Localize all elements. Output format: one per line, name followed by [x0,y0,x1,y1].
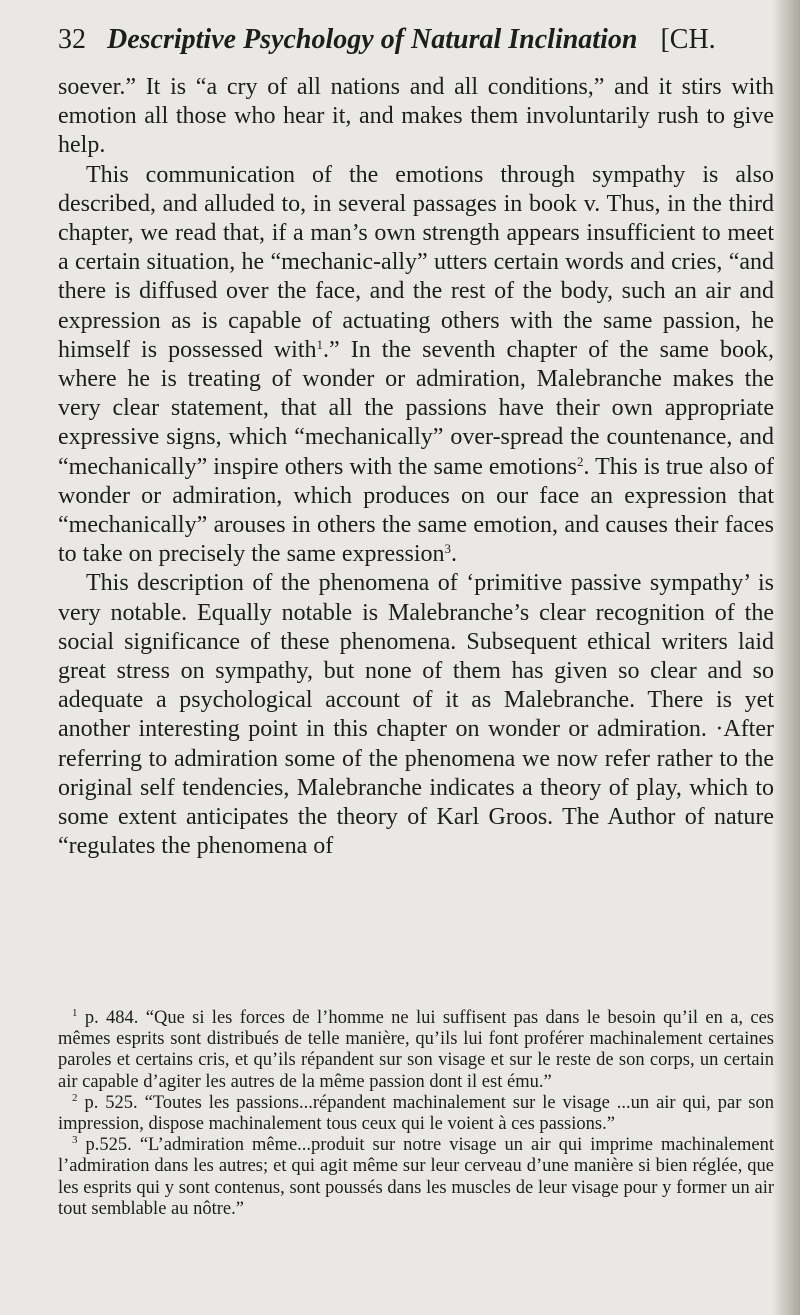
chapter-mark: [CH. [660,24,716,55]
footnote-mark: 1 [72,1007,78,1019]
paragraph-text: This description of the phenomena of ‘primitive passive sympathy’ is very notable. Equally notable is Malebranche’s clear recognition of the social significance of these phenomena. Subsequent ethical writers laid great stress on sympathy, but none of them has given so clear and so adequate a psychological account of it as Malebranche. There is yet another interesting point in this chapter on wonder or admiration. ·After referring to admiration some of the phenomena we now refer rather to the original self tendencies, Malebranche indicates a theory of play, which to some extent anticipates the theory of Karl Groos. The Author of nature “regulates the phenomena of [58,570,774,860]
footnote [58,1135,774,1220]
footnote-mark: 3 [72,1134,78,1147]
paragraph-text: This communication of the emotions through sympathy is also described, and alluded to, in several passages in book v. Thus, in the third chapter, we read that, if a man’s own strength appears insufficient to meet a certain situation, he “mechanic-ally” utters certain words and cries, “and there is diffused over the face, and the rest of the body, such an air and expression as is capable of actuating others with the same passion, he himself is possessed with [58,161,774,363]
page-number: 32 [58,24,86,55]
paragraph-text: . This is true also of wonder or admiration, which produces on our face an expression that “mechanically” arouses in others the same emotion, and causes their faces to take on precisely the same expression [58,453,774,568]
footnote [58,1093,774,1135]
paragraph-text: . [451,541,458,568]
page-edge-shadow [772,0,800,1315]
body-paragraph [58,161,774,570]
paragraph-text: .” In the seventh chapter of the same book, where he is treating of wonder or admiration, Malebranche makes the very clear statement, that all the passions have their own appropriate expressive signs, which “mechanically” over-spread the countenance, and “mechanically” inspire others with the same emotions [58,336,775,480]
running-title: Descriptive Psychology of Natural Inclination [107,24,638,55]
footnotes [58,1008,774,1220]
footnote-text: p.525. “L’admiration même...produit sur notre visage un air qui imprime machinalement l’admiration dans les autres; et qui agit même sur leur cerveau d’une manière si bien réglée, que les esprits qui y sont contenus, sont poussés dans les muscles de leur visage pour y former un air tout semblable au nôtre.” [58,1135,774,1219]
body-paragraph [58,73,774,161]
footnote-text: p. 484. “Que si les forces de l’homme ne lui suffisent pas dans le besoin qu’il en a, ces mêmes esprits sont distribués de telle manière, qu’ils lui font proférer machinalement certaines paroles et certains cris, et qu’ils répandent sur son visage et sur le reste de son corps, un certain air capable d’agiter les autres de la même passion dont il est ému.” [58,1008,774,1092]
footnote-mark: 2 [72,1091,78,1104]
running-header [58,20,774,60]
main-text [58,73,774,861]
footnote [58,1008,774,1093]
paragraph-text: soever.” It is “a cry of all nations and all conditions,” and it stirs with emotion all those who hear it, and makes them involuntarily rush to give help. [58,74,774,159]
footnote-text: p. 525. “Toutes les passions...répandent machinalement sur le visage ...un air qui, par son impression, dispose machinalement tous ceux qui le voient à ces passions.” [58,1092,774,1135]
body-paragraph [58,569,774,861]
footnote-reference: 3 [444,541,452,557]
footnote-reference: 2 [576,453,584,469]
footnote-reference: 1 [316,336,324,352]
